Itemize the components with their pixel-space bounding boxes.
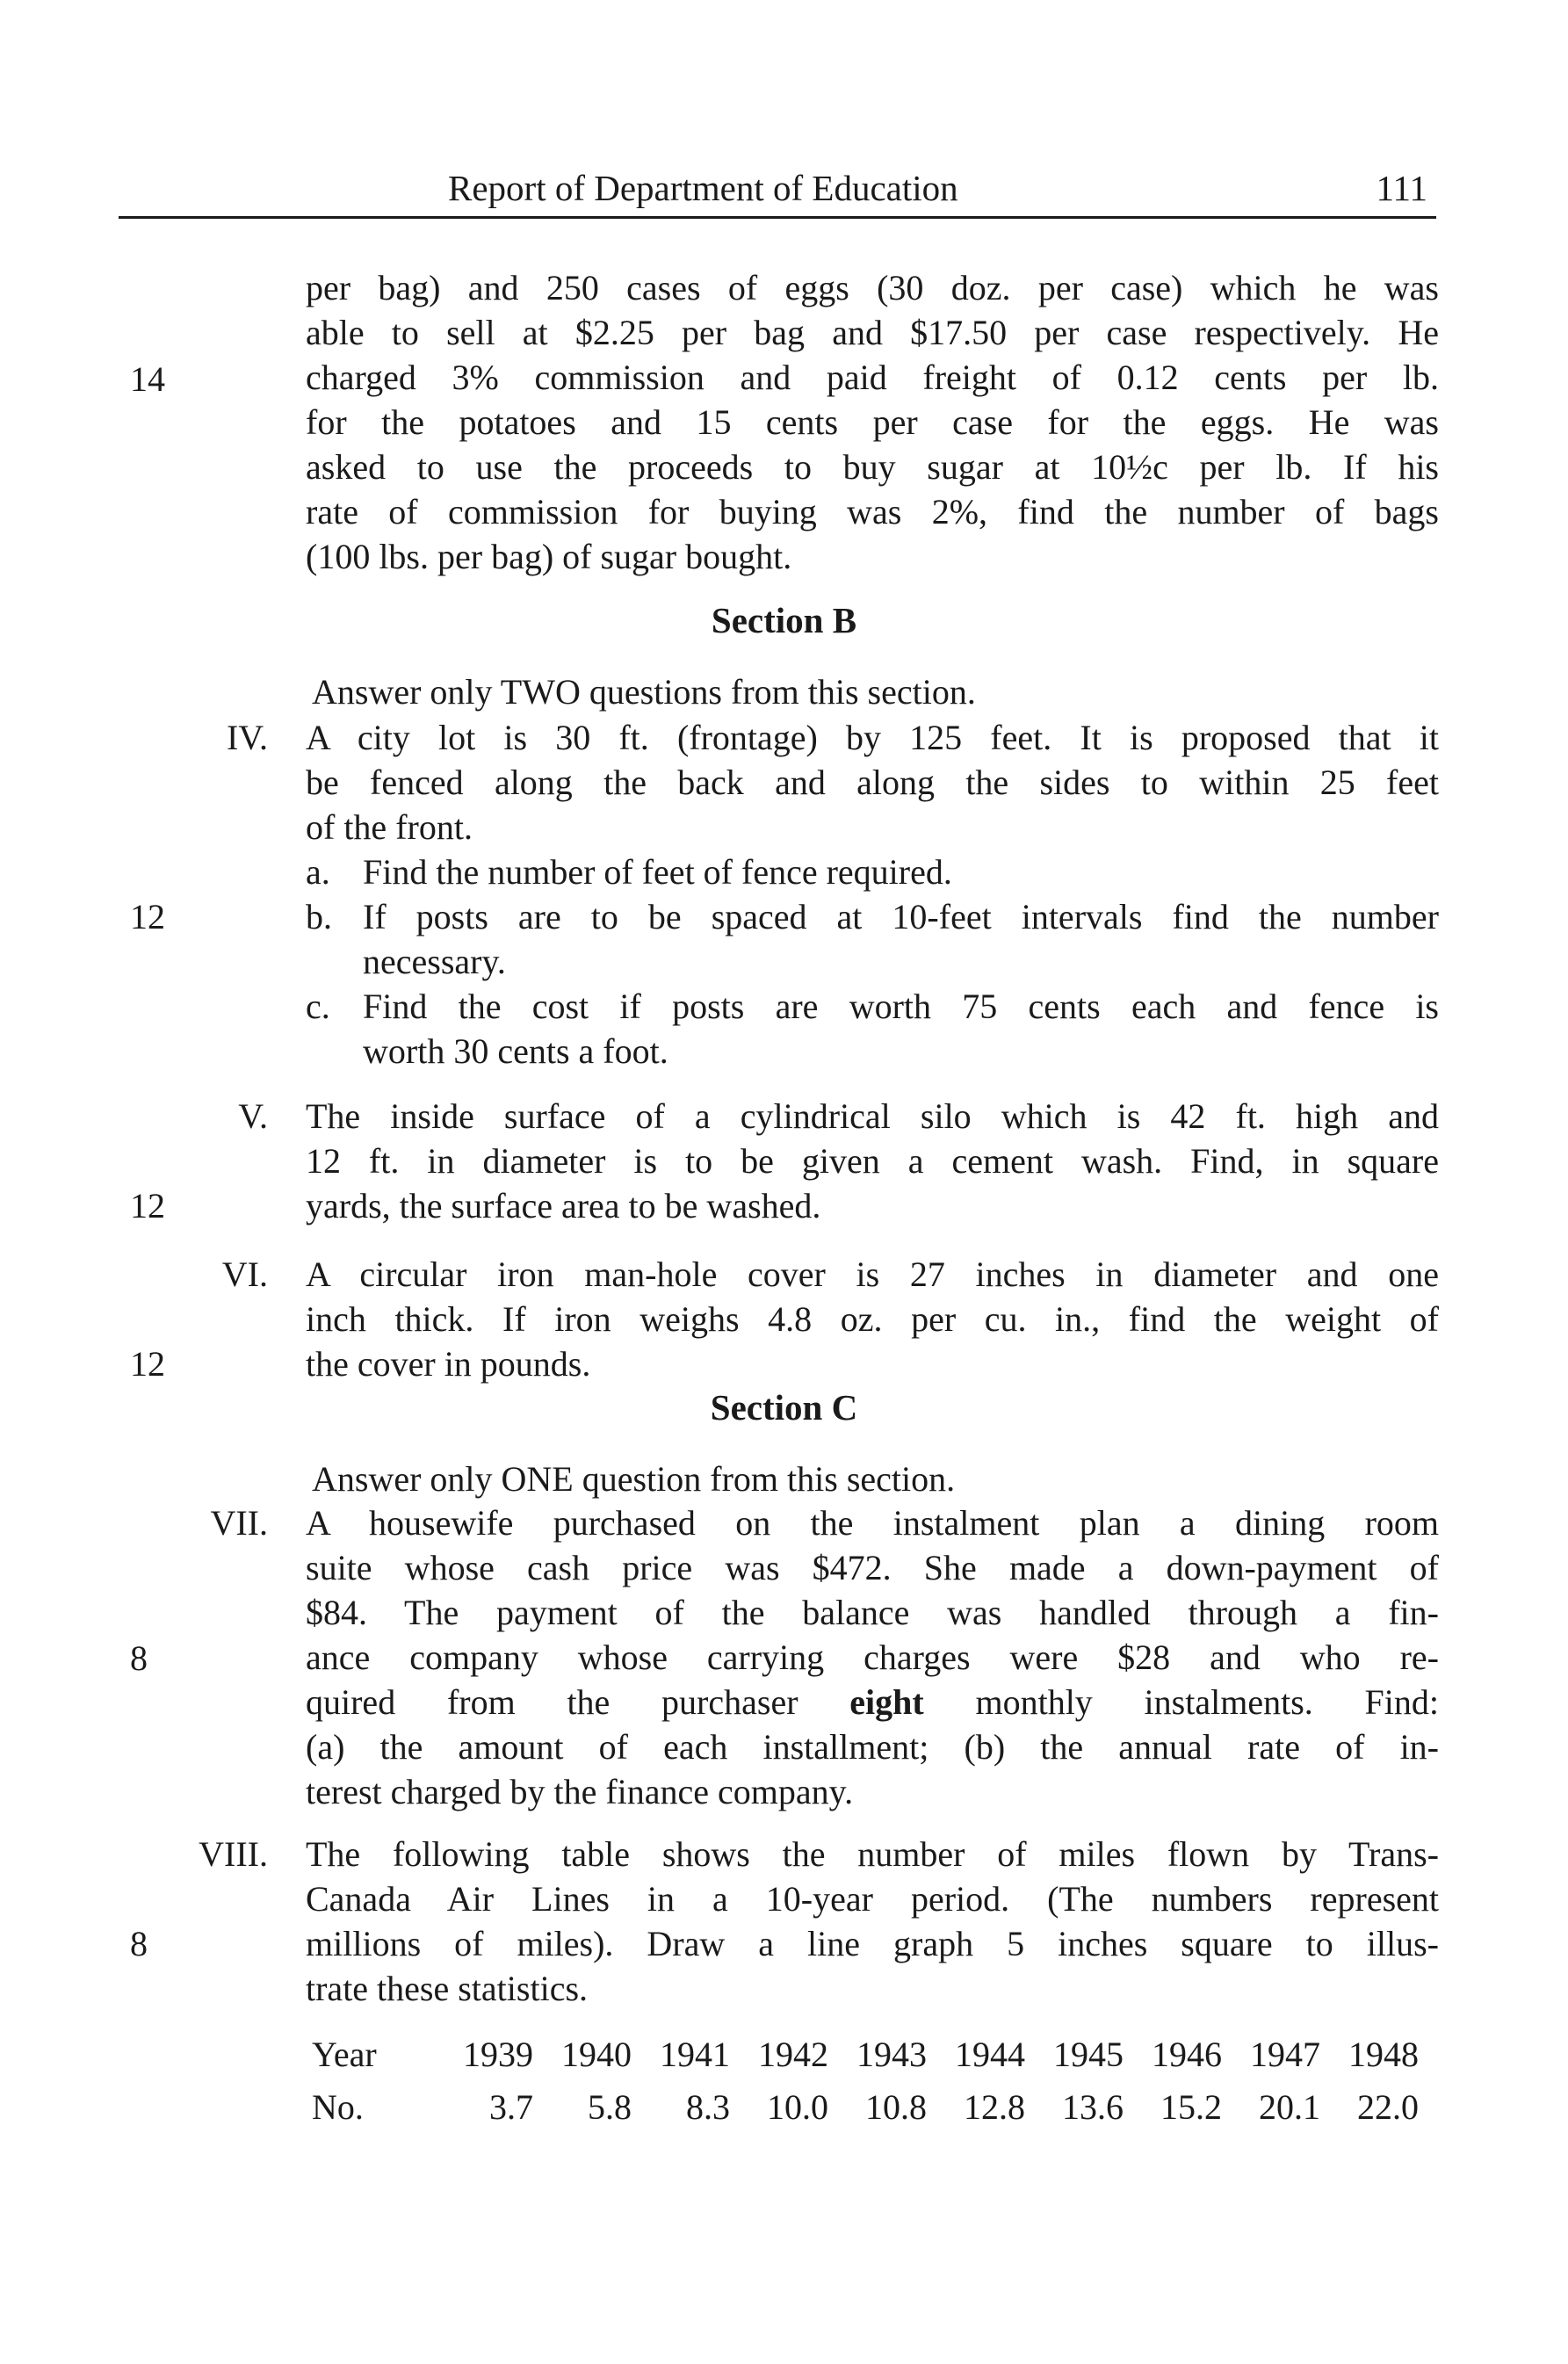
q3-line: per bag) and 250 cases of eggs (30 doz. per case) which he was	[306, 268, 1439, 307]
section-c-instruction: Answer only ONE question from this section.	[312, 1459, 956, 1499]
q7-line	[306, 1680, 1439, 1724]
q3-continuation	[306, 265, 1439, 579]
section-c-title: Section C	[710, 1387, 858, 1428]
q3-line: rate of commission for buying was 2%, find the number of bags	[306, 492, 1439, 531]
q7-line: $84. The payment of the balance was handled through a fin-	[306, 1593, 1439, 1632]
q7-line-text: monthly instalments. Find:	[923, 1682, 1439, 1722]
q4-line: of the front.	[306, 807, 473, 847]
part-label: c.	[306, 987, 330, 1026]
q4-line: be fenced along the back and along the sides to within 25 feet	[306, 763, 1439, 802]
q5-line: The inside surface of a cylindrical silo which is 42 ft. high and	[306, 1096, 1439, 1136]
section-b-instruction: Answer only TWO questions from this section.	[312, 672, 976, 712]
value-cell: 13.6	[1062, 2086, 1124, 2127]
value-cell: 22.0	[1357, 2086, 1419, 2127]
part-line: Find the cost if posts are worth 75 cents each and fence is	[363, 987, 1439, 1026]
year-cell: 1943	[856, 2034, 927, 2074]
year-cell: 1941	[660, 2034, 730, 2074]
q6-text	[306, 1252, 1439, 1386]
part-line: worth 30 cents a foot.	[363, 1031, 668, 1071]
year-cell: 1945	[1053, 2034, 1124, 2074]
q7-text	[306, 1500, 1439, 1814]
q7-line: (a) the amount of each installment; (b) the annual rate of in-	[306, 1727, 1439, 1767]
header-title: Report of Department of Education	[448, 168, 958, 208]
q7-line: ance company whose carrying charges were $28 and who re-	[306, 1637, 1439, 1677]
q7-line-text: quired from the purchaser	[306, 1682, 850, 1722]
year-cell: 1939	[463, 2034, 533, 2074]
value-cell: 8.3	[686, 2086, 730, 2127]
q3-line: asked to use the proceeds to buy sugar at 10½c per lb. If his	[306, 447, 1439, 487]
q5-line: yards, the surface area to be washed.	[306, 1186, 821, 1225]
section-b-title: Section B	[711, 600, 857, 640]
value-cell: 5.8	[588, 2086, 632, 2127]
q5-text	[306, 1094, 1439, 1228]
q4-number: IV.	[226, 718, 268, 757]
q3-line: for the potatoes and 15 cents per case for the eggs. He was	[306, 402, 1439, 442]
value-cell: 3.7	[489, 2086, 533, 2127]
part-label: a.	[306, 852, 330, 892]
q7-bold-word: eight	[849, 1682, 924, 1722]
q6-marks: 12	[130, 1344, 165, 1384]
row-label: Year	[312, 2034, 377, 2074]
q8-marks: 8	[130, 1924, 148, 1963]
q5-line: 12 ft. in diameter is to be given a cement wash. Find, in square	[306, 1141, 1439, 1181]
q6-line: inch thick. If iron weighs 4.8 oz. per cu. in., find the weight of	[306, 1299, 1439, 1339]
q6-number: VI.	[221, 1254, 268, 1294]
q5-marks: 12	[130, 1186, 165, 1225]
table-row-year	[312, 2028, 1419, 2080]
part-line: Find the number of feet of fence required.	[363, 852, 952, 892]
q8-text	[306, 1832, 1439, 2011]
q8-line: millions of miles). Draw a line graph 5 inches square to illus-	[306, 1924, 1439, 1963]
q7-marks: 8	[130, 1638, 148, 1678]
year-cell: 1942	[758, 2034, 828, 2074]
year-cell: 1944	[955, 2034, 1025, 2074]
q7-line: terest charged by the finance company.	[306, 1772, 854, 1811]
part-line: necessary.	[363, 942, 506, 981]
q3-line: charged 3% commission and paid freight of 0.12 cents per lb.	[306, 358, 1439, 397]
q4-marks: 12	[130, 897, 165, 936]
q7-line: suite whose cash price was $472. She made a down-payment of	[306, 1548, 1439, 1587]
q3-line: (100 lbs. per bag) of sugar bought.	[306, 537, 792, 576]
q8-line: Canada Air Lines in a 10-year period. (The numbers represent	[306, 1879, 1439, 1919]
q8-number: VIII.	[199, 1834, 268, 1874]
q8-line: The following table shows the number of miles flown by Trans-	[306, 1834, 1439, 1874]
value-cell: 10.8	[865, 2086, 927, 2127]
miles-flown-table	[312, 2028, 1419, 2133]
page-number: 111	[1376, 168, 1427, 208]
q4-text	[306, 715, 1439, 849]
year-cell: 1946	[1152, 2034, 1222, 2074]
q8-line: trate these statistics.	[306, 1969, 589, 2008]
part-line: If posts are to be spaced at 10-feet intervals find the number	[363, 897, 1439, 936]
q7-number: VII.	[210, 1503, 268, 1543]
q6-line: the cover in pounds.	[306, 1344, 591, 1384]
value-cell: 12.8	[964, 2086, 1025, 2127]
year-cell: 1940	[561, 2034, 632, 2074]
row-label: No.	[312, 2086, 364, 2127]
q3-marks: 14	[130, 359, 165, 399]
year-cell: 1947	[1250, 2034, 1320, 2074]
q3-line: able to sell at $2.25 per bag and $17.50 per case respectively. He	[306, 313, 1439, 352]
value-cell: 15.2	[1160, 2086, 1222, 2127]
table-row-number	[312, 2080, 1419, 2133]
running-header	[119, 167, 1436, 219]
q6-line: A circular iron man-hole cover is 27 inches in diameter and one	[306, 1254, 1439, 1294]
q7-line: A housewife purchased on the instalment plan a dining room	[306, 1503, 1439, 1543]
year-cell: 1948	[1348, 2034, 1419, 2074]
q4-line: A city lot is 30 ft. (frontage) by 125 feet. It is proposed that it	[306, 718, 1439, 757]
part-label: b.	[306, 897, 332, 936]
q5-number: V.	[238, 1096, 268, 1136]
value-cell: 10.0	[767, 2086, 828, 2127]
value-cell: 20.1	[1259, 2086, 1320, 2127]
